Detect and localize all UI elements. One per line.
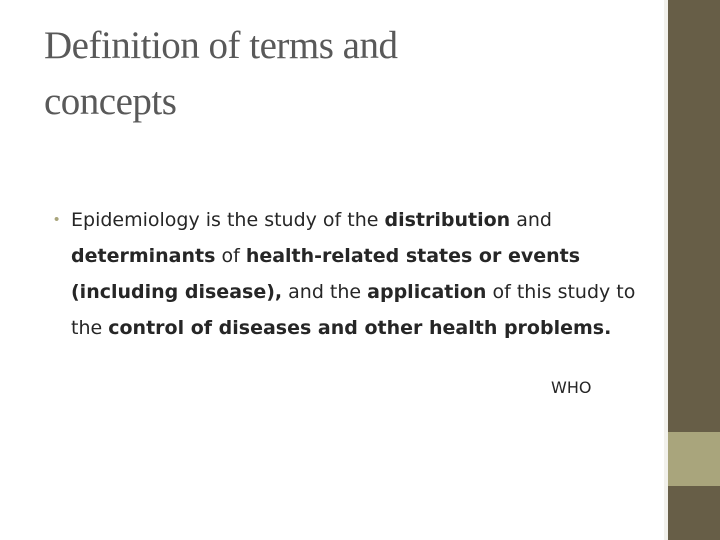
- segment-2: and: [510, 209, 552, 231]
- sidebar-accent-block: [668, 432, 720, 486]
- title-line-2: concepts: [44, 80, 177, 123]
- bullet-item: [54, 202, 654, 346]
- segment-0: Epidemiology is the study of the: [71, 209, 385, 231]
- segment-4: of: [215, 245, 246, 267]
- source-attribution: WHO: [551, 378, 592, 397]
- segment-1: distribution: [384, 209, 511, 231]
- segment-9: control of diseases and other health problems.: [108, 317, 612, 339]
- slide-title: [44, 18, 644, 130]
- segment-5: health-related states or events (including disease),: [71, 245, 581, 303]
- slide-content: [54, 202, 654, 346]
- title-line-1: Definition of terms and: [44, 24, 398, 67]
- bullet-text: [71, 202, 641, 346]
- segment-3: determinants: [71, 245, 216, 267]
- segment-7: application: [367, 281, 487, 303]
- bullet-marker: •: [54, 211, 60, 228]
- segment-8: of this study to the: [71, 281, 636, 339]
- segment-6: and the: [282, 281, 368, 303]
